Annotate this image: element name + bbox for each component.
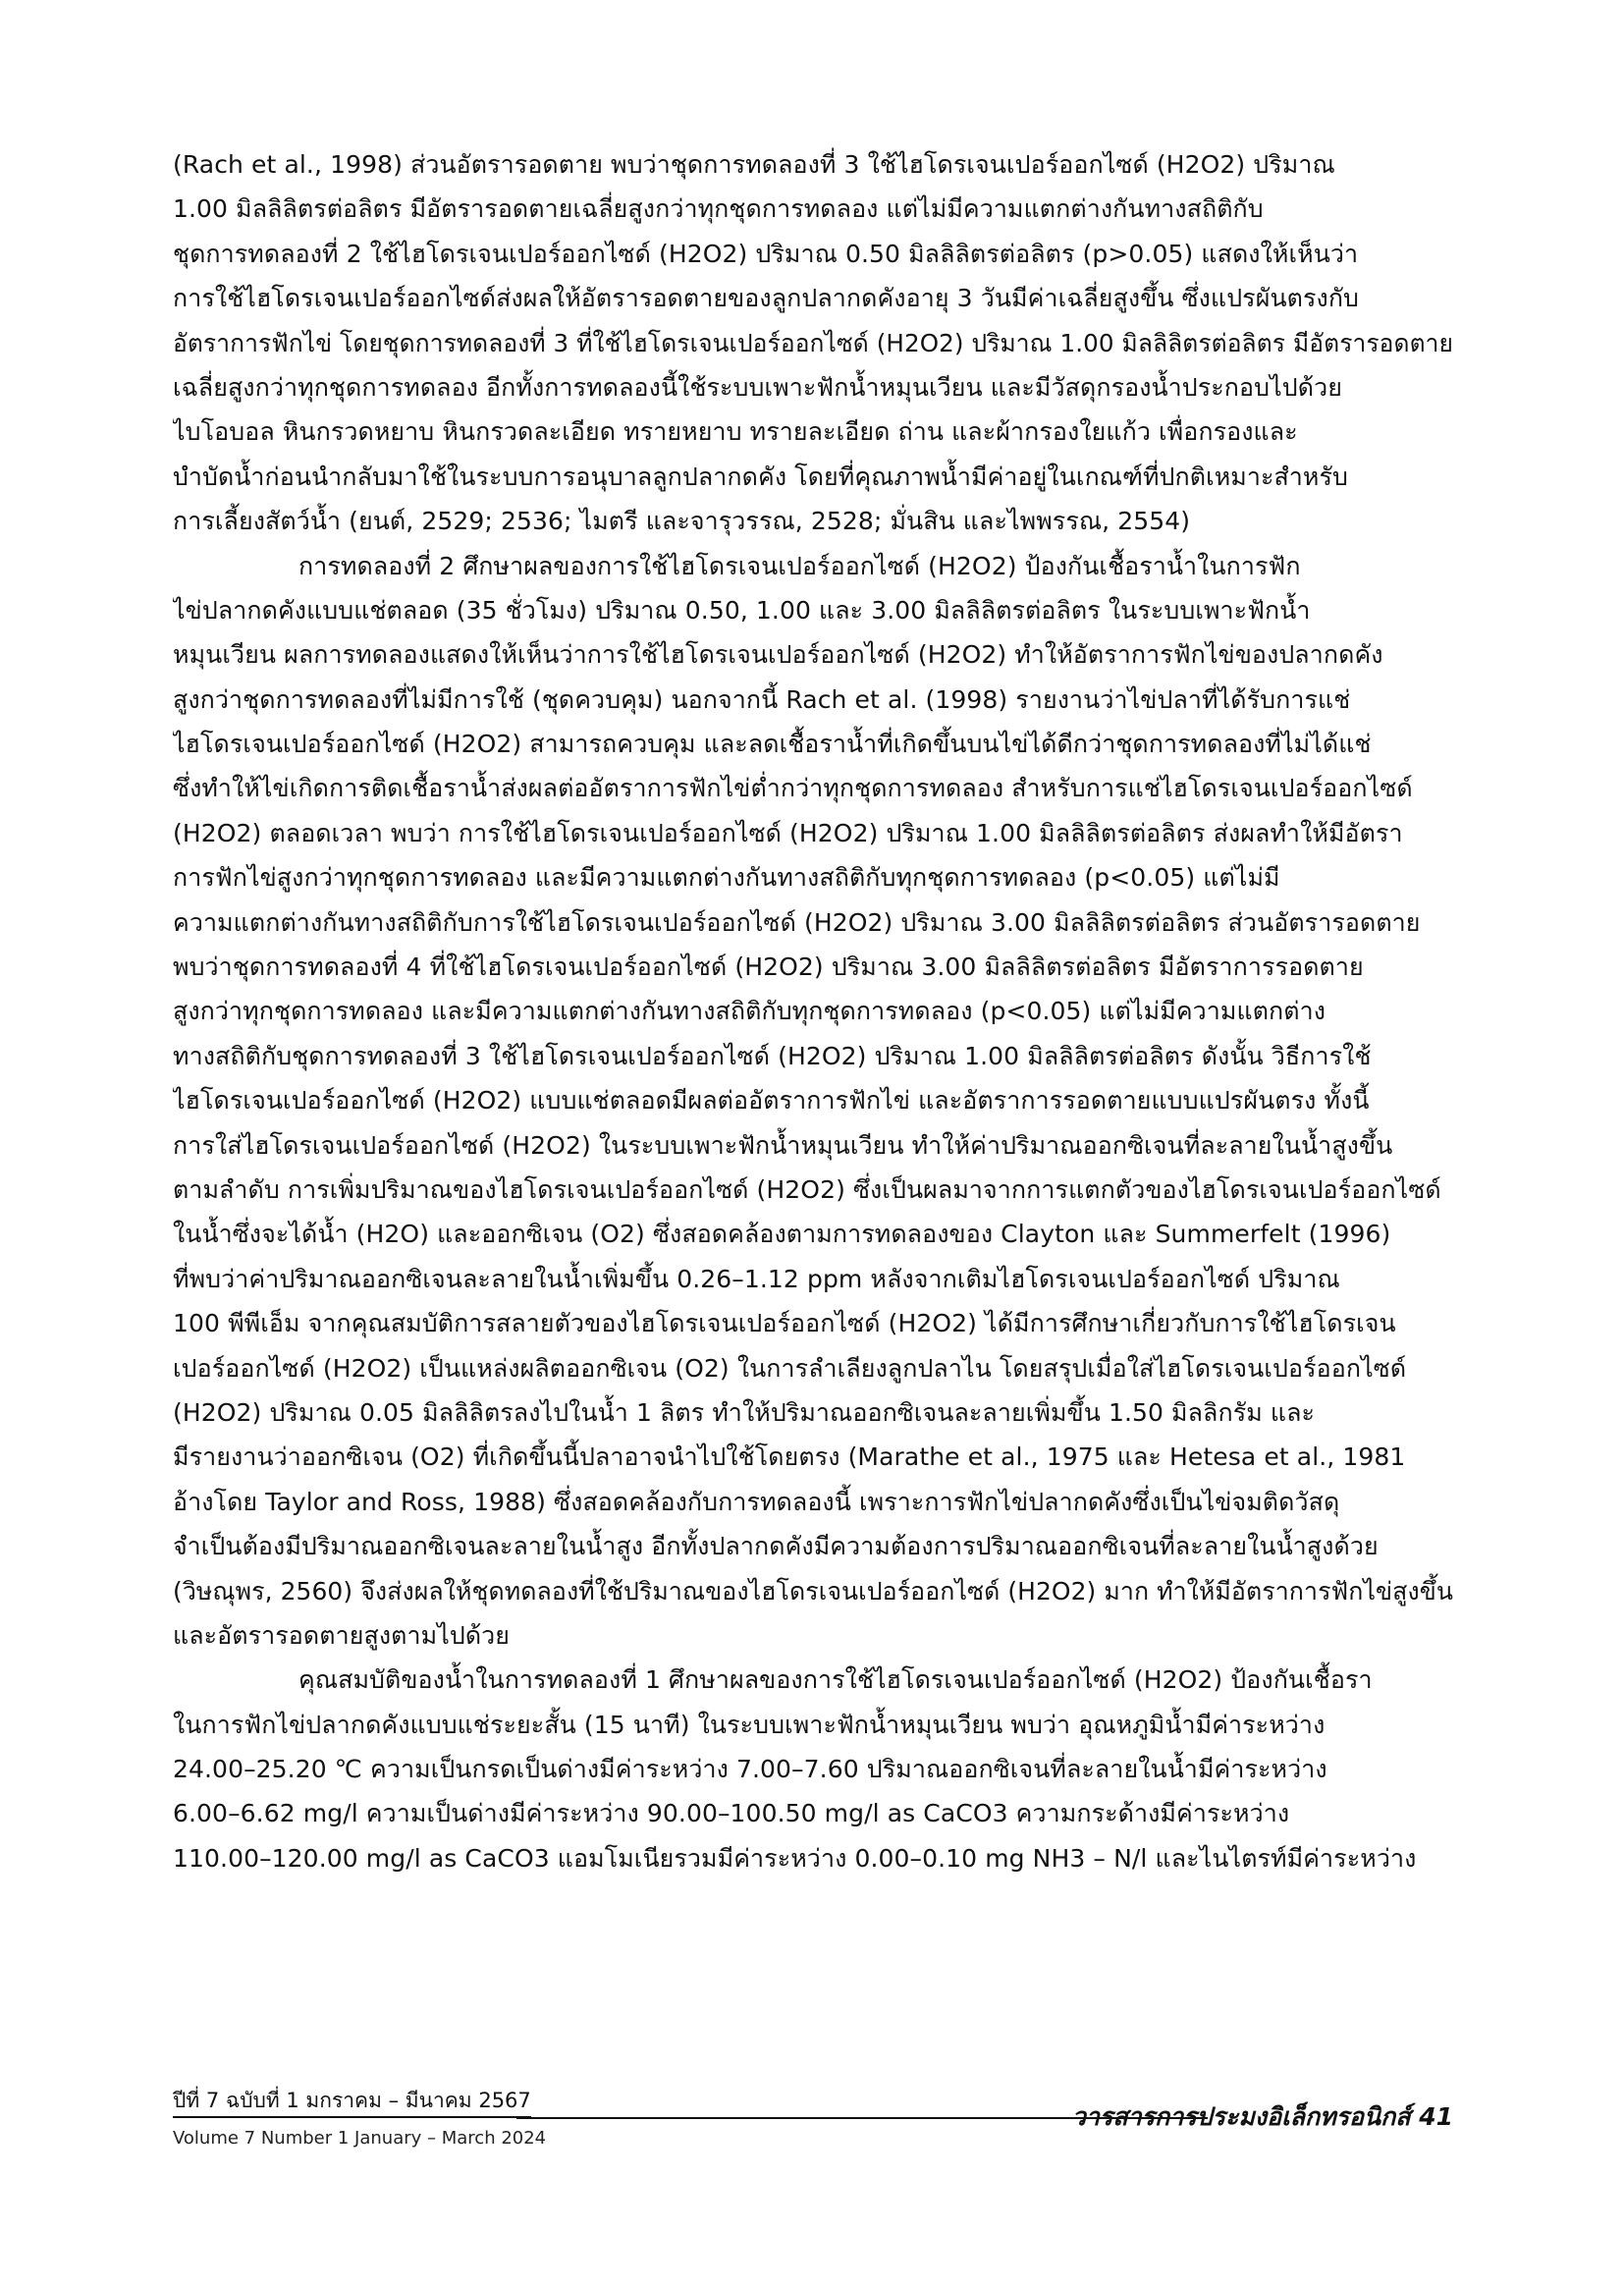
- text-line: (Rach et al., 1998) ส่วนอัตรารอดตาย พบว่าชุดการทดลองที่ 3 ใช้ไฮโดรเจนเปอร์ออกไซด์ (H2O2) ปริมาณ: [173, 150, 1335, 179]
- text-line: ความแตกต่างกันทางสถิติกับการใช้ไฮโดรเจนเปอร์ออกไซด์ (H2O2) ปริมาณ 3.00 มิลลิลิตรต่อลิตร ส่วนอัตรารอดตาย: [173, 907, 1421, 937]
- text-line: (วิษณุพร, 2560) จึงส่งผลให้ชุดทดลองที่ใช้ปริมาณของไฮโดรเจนเปอร์ออกไซด์ (H2O2) มาก ทำให้มีอัตราการฟักไข่สูงขึ้น: [173, 1576, 1453, 1606]
- text-line: การใช้ไฮโดรเจนเปอร์ออกไซด์ส่งผลให้อัตรารอดตายของลูกปลากดคังอายุ 3 วันมีค่าเฉลี่ยสูงขึ้น ซึ่งแปรผันตรงกับ: [173, 284, 1360, 313]
- text-line: และอัตรารอดตายสูงตามไปด้วย: [173, 1620, 511, 1650]
- text-line: อ้างโดย Taylor and Ross, 1988) ซึ่งสอดคล้องกับการทดลองนี้ เพราะการฟักไข่ปลากดคังซึ่งเป็นไข่จมติดวัสดุ: [173, 1487, 1340, 1516]
- text-line: ในน้ำซึ่งจะได้น้ำ (H2O) และออกซิเจน (O2) ซึ่งสอดคล้องตามการทดลองของ Clayton และ Summerfelt (1996): [173, 1220, 1391, 1249]
- text-line: สูงกว่าชุดการทดลองที่ไม่มีการใช้ (ชุดควบคุม) นอกจากนี้ Rach et al. (1998) รายงานว่าไข่ปลาที่ได้รับการแช่: [173, 684, 1351, 714]
- text-line: ที่พบว่าค่าปริมาณออกซิเจนละลายในน้ำเพิ่มขึ้น 0.26–1.12 ppm หลังจากเติมไฮโดรเจนเปอร์ออกไซด์ ปริมาณ: [173, 1264, 1340, 1293]
- text-line: ตามลำดับ การเพิ่มปริมาณของไฮโดรเจนเปอร์ออกไซด์ (H2O2) ซึ่งเป็นผลมาจากการแตกตัวของไฮโดรเจนเปอร์ออกไซด์: [173, 1174, 1441, 1204]
- text-line: 1.00 มิลลิลิตรต่อลิตร มีอัตรารอดตายเฉลี่ยสูงกว่าทุกชุดการทดลอง แต่ไม่มีความแตกต่างกันทางสถิติกับ: [173, 194, 1264, 224]
- text-line: 110.00–120.00 mg/l as CaCO3 แอมโมเนียรวมมีค่าระหว่าง 0.00–0.10 mg NH3 – N/l และไนไตรท์มีค่าระหว่าง: [173, 1843, 1417, 1873]
- text-line: มีรายงานว่าออกซิเจน (O2) ที่เกิดขึ้นนี้ปลาอาจนำไปใช้โดยตรง (Marathe et al., 1975 และ Hetesa et al., 1981: [173, 1442, 1406, 1472]
- text-line: หมุนเวียน ผลการทดลองแสดงให้เห็นว่าการใช้ไฮโดรเจนเปอร์ออกไซด์ (H2O2) ทำให้อัตราการฟักไข่ของปลากดคัง: [173, 640, 1383, 670]
- text-line: จำเป็นต้องมีปริมาณออกซิเจนละลายในน้ำสูง อีกทั้งปลากดคังมีความต้องการปริมาณออกซิเจนที่ละลายในน้ำสูงด้วย: [173, 1532, 1379, 1561]
- text-line: ไฮโดรเจนเปอร์ออกไซด์ (H2O2) สามารถควบคุม และลดเชื้อราน้ำที่เกิดขึ้นบนไข่ได้ดีกว่าชุดการทดลองที่ไม่ได้แช่: [173, 730, 1372, 759]
- text-line: ในการฟักไข่ปลากดคังแบบแช่ระยะสั้น (15 นาที) ในระบบเพาะฟักน้ำหมุนเวียน พบว่า อุณหภูมิน้ำมีค่าระหว่าง: [173, 1710, 1326, 1739]
- body-text: [173, 142, 1453, 1880]
- footer-volume-english: Volume 7 Number 1 January – March 2024: [173, 2128, 547, 2149]
- text-line: 100 พีพีเอ็ม จากคุณสมบัติการสลายตัวของไฮโดรเจนเปอร์ออกไซด์ (H2O2) ได้มีการศึกษาเกี่ยวกับการใช้ไฮโดรเจน: [173, 1309, 1396, 1338]
- text-line: สูงกว่าทุกชุดการทดลอง และมีความแตกต่างกันทางสถิติกับทุกชุดการทดลอง (p<0.05) แต่ไม่มีความแตกต่าง: [173, 997, 1326, 1026]
- text-line: ไข่ปลากดคังแบบแช่ตลอด (35 ชั่วโมง) ปริมาณ 0.50, 1.00 และ 3.00 มิลลิลิตรต่อลิตร ในระบบเพาะฟักน้ำ: [173, 595, 1311, 625]
- text-line: ชุดการทดลองที่ 2 ใช้ไฮโดรเจนเปอร์ออกไซด์ (H2O2) ปริมาณ 0.50 มิลลิลิตรต่อลิตร (p>0.05) แสดงให้เห็นว่า: [173, 239, 1359, 268]
- text-line: คุณสมบัติของน้ำในการทดลองที่ 1 ศึกษาผลของการใช้ไฮโดรเจนเปอร์ออกไซด์ (H2O2) ป้องกันเชื้อรา: [298, 1665, 1373, 1695]
- text-line: (H2O2) ตลอดเวลา พบว่า การใช้ไฮโดรเจนเปอร์ออกไซด์ (H2O2) ปริมาณ 1.00 มิลลิลิตรต่อลิตร ส่งผลทำให้มีอัตรา: [173, 818, 1403, 847]
- text-line: 24.00–25.20 ℃ ความเป็นกรดเป็นด่างมีค่าระหว่าง 7.00–7.60 ปริมาณออกซิเจนที่ละลายในน้ำมีค่าระหว่าง: [173, 1755, 1327, 1784]
- text-line: การเลี้ยงสัตว์น้ำ (ยนต์, 2529; 2536; ไมตรี และจารุวรรณ, 2528; มั่นสิน และไพพรรณ, 2554): [173, 507, 1191, 536]
- text-line: อัตราการฟักไข่ โดยชุดการทดลองที่ 3 ที่ใช้ไฮโดรเจนเปอร์ออกไซด์ (H2O2) ปริมาณ 1.00 มิลลิลิตรต่อลิตร มีอัตรารอดตาย: [173, 328, 1453, 357]
- text-line: ซึ่งทำให้ไข่เกิดการติดเชื้อราน้ำส่งผลต่ออัตราการฟักไข่ต่ำกว่าทุกชุดการทดลอง สำหรับการแช่ไฮโดรเจนเปอร์ออกไซด์: [173, 774, 1413, 803]
- text-line: เปอร์ออกไซด์ (H2O2) เป็นแหล่งผลิตออกซิเจน (O2) ในการลำเลียงลูกปลาไน โดยสรุปเมื่อใส่ไฮโดรเจนเปอร์ออกไซด์: [173, 1353, 1407, 1383]
- text-line: (H2O2) ปริมาณ 0.05 มิลลิลิตรลงไปในน้ำ 1 ลิตร ทำให้ปริมาณออกซิเจนละลายเพิ่มขึ้น 1.50 มิลลิกรัม และ: [173, 1397, 1316, 1427]
- page-footer: [173, 2088, 1453, 2166]
- text-line: การฟักไข่สูงกว่าทุกชุดการทดลอง และมีความแตกต่างกันทางสถิติกับทุกชุดการทดลอง (p<0.05) แต่ไม่มี: [173, 863, 1280, 893]
- text-line: การทดลองที่ 2 ศึกษาผลของการใช้ไฮโดรเจนเปอร์ออกไซด์ (H2O2) ป้องกันเชื้อราน้ำในการฟัก: [298, 551, 1301, 580]
- text-line: การใส่ไฮโดรเจนเปอร์ออกไซด์ (H2O2) ในระบบเพาะฟักน้ำหมุนเวียน ทำให้ค่าปริมาณออกซิเจนที่ละลายในน้ำสูงขึ้น: [173, 1130, 1393, 1160]
- footer-issue-thai: ปีที่ 7 ฉบับที่ 1 มกราคม – มีนาคม 2567: [173, 2088, 531, 2118]
- text-line: พบว่าชุดการทดลองที่ 4 ที่ใช้ไฮโดรเจนเปอร์ออกไซด์ (H2O2) ปริมาณ 3.00 มิลลิลิตรต่อลิตร มีอัตราการรอดตาย: [173, 952, 1364, 982]
- text-line: เฉลี่ยสูงกว่าทุกชุดการทดลอง อีกทั้งการทดลองนี้ใช้ระบบเพาะฟักน้ำหมุนเวียน และมีวัสดุกรองน้ำประกอบไปด้วย: [173, 372, 1342, 402]
- footer-journal-title: วารสารการประมงอิเล็กทรอนิกส์ 41: [1071, 2102, 1453, 2131]
- text-line: บำบัดน้ำก่อนนำกลับมาใช้ในระบบการอนุบาลลูกปลากดคัง โดยที่คุณภาพน้ำมีค่าอยู่ในเกณฑ์ที่ปกติเหมาะสำหรับ: [173, 462, 1349, 491]
- text-line: ทางสถิติกับชุดการทดลองที่ 3 ใช้ไฮโดรเจนเปอร์ออกไซด์ (H2O2) ปริมาณ 1.00 มิลลิลิตรต่อลิตร ดังนั้น วิธีการใช้: [173, 1041, 1372, 1070]
- text-line: 6.00–6.62 mg/l ความเป็นด่างมีค่าระหว่าง 90.00–100.50 mg/l as CaCO3 ความกระด้างมีค่าระหว่าง: [173, 1799, 1290, 1828]
- text-line: ไฮโดรเจนเปอร์ออกไซด์ (H2O2) แบบแช่ตลอดมีผลต่ออัตราการฟักไข่ และอัตราการรอดตายแบบแปรผันตรง ทั้งนี้: [173, 1086, 1370, 1116]
- text-line: ไบโอบอล หินกรวดหยาบ หินกรวดละเอียด ทรายหยาบ ทรายละเอียด ถ่าน และผ้ากรองใยแก้ว เพื่อกรองและ: [173, 417, 1298, 447]
